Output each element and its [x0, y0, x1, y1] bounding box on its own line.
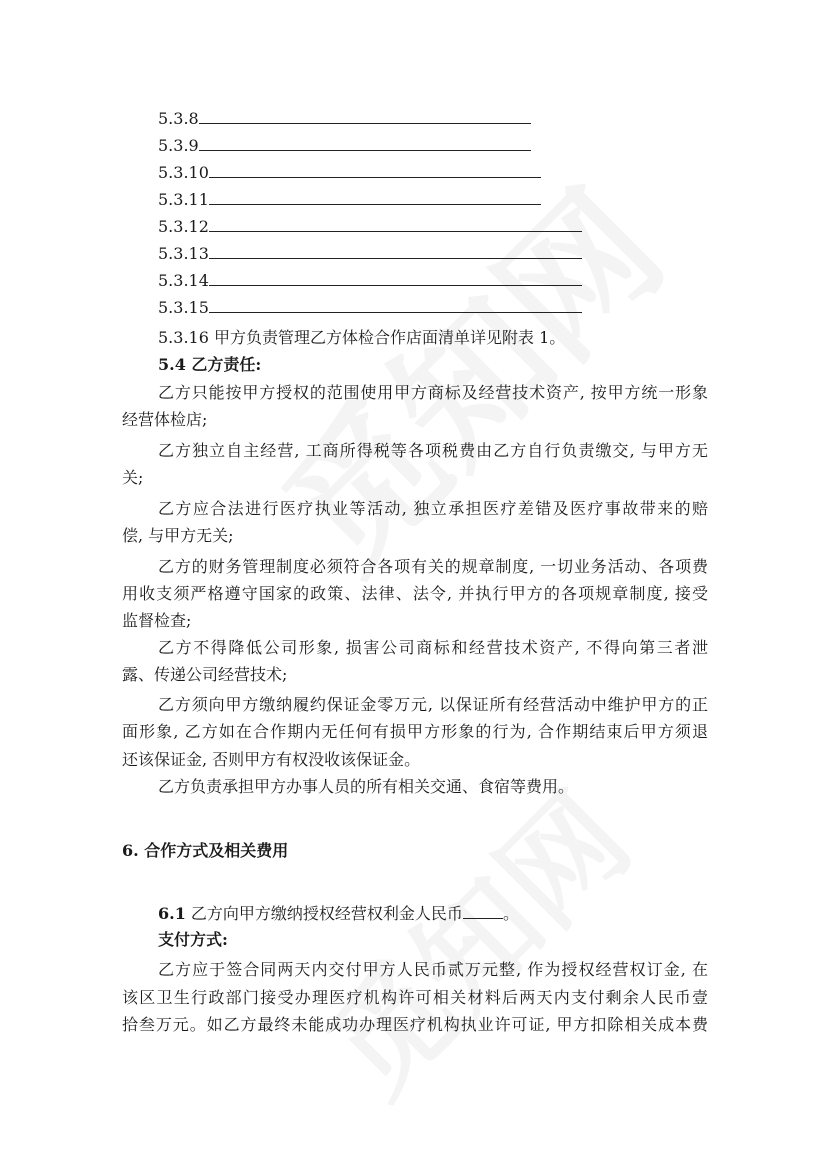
payment-heading: 支付方式:	[158, 930, 228, 949]
paragraph-line: 还该保证金, 否则甲方有权没收该保证金。	[122, 750, 421, 769]
list-item-5-3-9	[158, 134, 531, 156]
paragraph-line: 面形象, 乙方如在合作期内无任何有损甲方形象的行为, 合作期结束后甲方须退	[122, 722, 708, 741]
item-5-3-16: 5.3.16 甲方负责管理乙方体检合作店面清单详见附表 1。	[158, 328, 566, 347]
paragraph-line: 用收支须严格遵守国家的政策、法律、法令, 并执行甲方的各项规章制度, 接受	[122, 584, 708, 603]
paragraph-line: 关;	[122, 468, 144, 487]
list-item-5-3-13	[158, 242, 582, 264]
paragraph-line: 乙方只能按甲方授权的范围使用甲方商标及经营技术资产, 按甲方统一形象	[158, 383, 708, 402]
item-6-1	[158, 902, 519, 924]
list-item-5-3-8	[158, 107, 531, 129]
fill-in-blank[interactable]	[209, 215, 582, 232]
paragraph-line: 乙方独立自主经营, 工商所得税等各项税费由乙方自行负责缴交, 与甲方无	[158, 441, 708, 460]
paragraph-line: 经营体检店;	[122, 410, 208, 429]
item-number: 5.3.9	[158, 136, 199, 155]
paragraph-line: 乙方不得降低公司形象, 损害公司商标和经营技术资产, 不得向第三者泄	[158, 638, 708, 657]
section-6-title: 6. 合作方式及相关费用	[122, 841, 289, 860]
item-number: 5.3.15	[158, 298, 209, 317]
fill-in-blank[interactable]	[209, 296, 582, 313]
fill-in-blank[interactable]	[209, 161, 541, 178]
list-item-5-3-11	[158, 188, 541, 210]
period: 。	[502, 904, 519, 923]
watermark	[306, 772, 654, 1120]
list-item-5-3-10	[158, 161, 541, 183]
fill-in-blank[interactable]	[209, 188, 541, 205]
list-item-5-3-15	[158, 296, 582, 318]
list-item-5-3-12	[158, 215, 582, 237]
item-number: 6.1	[158, 904, 186, 923]
heading-5-4: 5.4 乙方责任:	[158, 355, 262, 374]
paragraph-line: 偿, 与甲方无关;	[122, 526, 234, 545]
fill-in-blank[interactable]	[199, 134, 531, 151]
item-number: 5.3.11	[158, 190, 209, 209]
item-number: 5.3.13	[158, 244, 209, 263]
paragraph-line: 乙方应合法进行医疗执业等活动, 独立承担医疗差错及医疗事故带来的赔	[158, 499, 708, 518]
amount-blank[interactable]	[463, 902, 503, 919]
paragraph-line: 监督检查;	[122, 611, 192, 630]
list-item-5-3-14	[158, 269, 582, 291]
item-number: 5.3.12	[158, 217, 209, 236]
paragraph-line: 乙方须向甲方缴纳履约保证金零万元, 以保证所有经营活动中维护甲方的正	[158, 695, 708, 714]
item-number: 5.3.8	[158, 109, 199, 128]
payment-line: 该区卫生行政部门接受办理医疗机构许可相关材料后两天内支付剩余人民币壹	[122, 988, 708, 1007]
paragraph-line: 乙方负责承担甲方办事人员的所有相关交通、食宿等费用。	[158, 777, 575, 796]
item-number: 5.3.10	[158, 163, 209, 182]
paragraph-line: 露、传递公司经营技术;	[122, 665, 288, 684]
item-number: 5.3.14	[158, 271, 209, 290]
fill-in-blank[interactable]	[209, 242, 582, 259]
fill-in-blank[interactable]	[209, 269, 582, 286]
payment-line: 拾叁万元。如乙方最终未能成功办理医疗机构执业许可证, 甲方扣除相关成本费	[122, 1015, 708, 1034]
item-text: 乙方向甲方缴纳授权经营权利金人民币	[185, 904, 463, 923]
payment-line: 乙方应于签合同两天内交付甲方人民币贰万元整, 作为授权经营权订金, 在	[158, 960, 708, 979]
fill-in-blank[interactable]	[199, 107, 531, 124]
paragraph-line: 乙方的财务管理制度必须符合各项有关的规章制度, 一切业务活动、各项费	[158, 557, 708, 576]
